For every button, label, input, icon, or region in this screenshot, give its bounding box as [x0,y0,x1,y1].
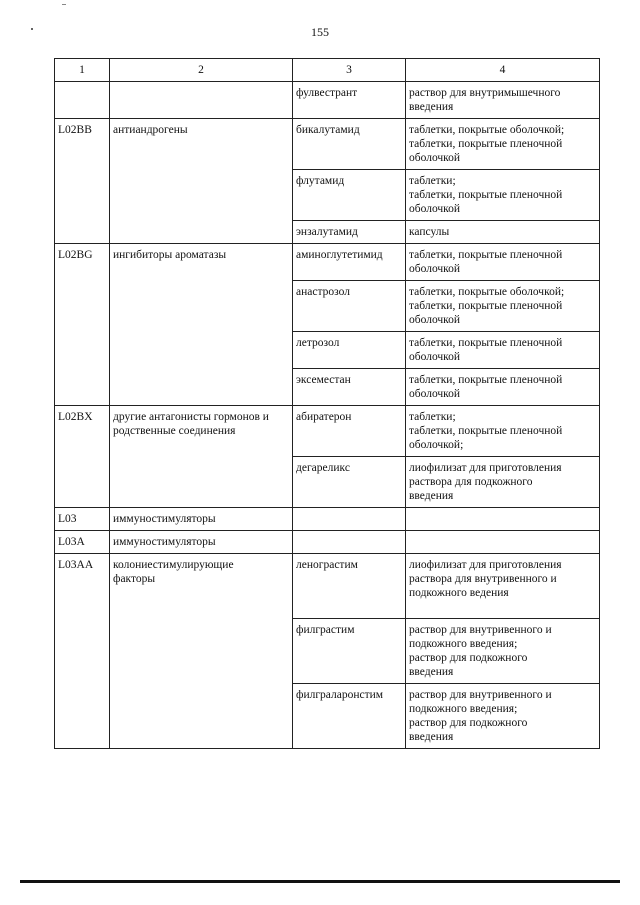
group-name-cell [110,508,293,531]
dosage-form-line: таблетки, покрытые пленочной [409,425,563,437]
dosage-form-cell [406,119,600,170]
group-name-line: колониестимулирующие [113,559,234,571]
drug-name-cell: флутамид [293,170,406,221]
dosage-form-line: раствор для подкожного [409,717,528,729]
table-row [55,554,600,619]
table-body [55,82,600,749]
dosage-form-cell [406,457,600,508]
drug-name-cell: эксеместан [293,369,406,406]
dosage-form-cell [406,684,600,749]
table-row [55,406,600,457]
header-cell: 4 [406,59,600,82]
drug-name-cell: аминоглутетимид [293,244,406,281]
dosage-form-line: таблетки, покрытые оболочкой; [409,124,565,136]
drug-name-cell: филграстим [293,619,406,684]
header-row [55,59,600,82]
group-name-line: иммуностимуляторы [113,513,216,525]
dosage-form-line: раствор для внутримышечного [409,87,561,99]
table-row [55,82,600,119]
group-name-cell [110,119,293,244]
drug-name-cell [293,531,406,554]
dosage-form-cell [406,554,600,619]
drug-name-cell: абиратерон [293,406,406,457]
atc-code-cell: L03A [55,531,110,554]
dosage-form-line: таблетки; [409,411,456,423]
group-name-line: факторы [113,573,156,585]
dosage-form-line: таблетки; [409,175,456,187]
dosage-form-line: таблетки, покрытые пленочной [409,337,563,349]
dosage-form-line: лиофилизат для приготовления [409,462,562,474]
dosage-form-line: раствора для внутривенного и [409,573,557,585]
drug-name-cell: фулвестрант [293,82,406,119]
dosage-form-line: оболочкой [409,203,461,215]
dosage-form-line [409,600,596,614]
dosage-form-cell [406,170,600,221]
atc-code-cell: L02BB [55,119,110,244]
group-name-line: другие антагонисты гормонов и [113,411,269,423]
drug-name-cell: ленограстим [293,554,406,619]
drug-name-cell: анастрозол [293,281,406,332]
dosage-form-line: оболочкой [409,152,461,164]
dosage-form-line: оболочкой [409,314,461,326]
dosage-form-line: капсулы [409,226,450,238]
dosage-form-line: раствор для внутривенного и [409,689,552,701]
atc-code-cell: L02BG [55,244,110,406]
header-cell: 1 [55,59,110,82]
atc-code-cell: L02BX [55,406,110,508]
dosage-form-cell [406,281,600,332]
dosage-form-cell [406,406,600,457]
dosage-form-line: таблетки, покрытые пленочной [409,374,563,386]
dosage-form-line: таблетки, покрытые пленочной [409,138,563,150]
dosage-form-line: раствор для внутривенного и [409,624,552,636]
table-row [55,531,600,554]
dosage-form-line: таблетки, покрытые пленочной [409,249,563,261]
header-cell: 2 [110,59,293,82]
group-name-cell [110,554,293,749]
dosage-form-cell [406,332,600,369]
dosage-form-cell [406,531,600,554]
dosage-form-line: таблетки, покрытые пленочной [409,189,563,201]
group-name-cell [110,531,293,554]
group-name-line: ингибиторы ароматазы [113,249,227,261]
group-name-cell [110,82,293,119]
group-name-line: антиандрогены [113,124,188,136]
dosage-form-line: лиофилизат для приготовления [409,559,562,571]
dosage-form-cell [406,508,600,531]
dosage-form-line: подкожного введения; [409,703,518,715]
drug-name-cell: летрозол [293,332,406,369]
atc-code-cell: L03AA [55,554,110,749]
dosage-form-cell [406,244,600,281]
dosage-form-line: подкожного ведения [409,587,509,599]
table-row [55,508,600,531]
group-name-cell [110,406,293,508]
drug-name-cell: бикалутамид [293,119,406,170]
dosage-form-cell [406,82,600,119]
group-name-line: родственные соединения [113,425,236,437]
dosage-form-line: таблетки, покрытые пленочной [409,300,563,312]
drug-name-cell: энзалутамид [293,221,406,244]
dosage-form-line: оболочкой [409,263,461,275]
dosage-form-line: оболочкой; [409,439,464,451]
dosage-form-line: таблетки, покрытые оболочкой; [409,286,565,298]
drug-name-cell: дегареликс [293,457,406,508]
drug-list-table [54,58,600,749]
dosage-form-cell [406,619,600,684]
dosage-form-cell [406,221,600,244]
dosage-form-line: введения [409,666,454,678]
dosage-form-line: раствор для подкожного [409,652,528,664]
dosage-form-line: подкожного введения; [409,638,518,650]
bottom-rule [20,880,620,883]
atc-code-cell [55,82,110,119]
dosage-form-line: введения [409,490,454,502]
drug-name-cell [293,508,406,531]
dosage-form-line: оболочкой [409,388,461,400]
dosage-form-line: оболочкой [409,351,461,363]
dosage-form-line: введения [409,101,454,113]
group-name-line: иммуностимуляторы [113,536,216,548]
table-row [55,119,600,170]
table-row [55,244,600,281]
dosage-form-line: введения [409,731,454,743]
header-cell: 3 [293,59,406,82]
drug-name-cell: филграларонстим [293,684,406,749]
atc-code-cell: L03 [55,508,110,531]
dosage-form-line: раствора для подкожного [409,476,533,488]
scan-speck [62,4,66,5]
dosage-form-cell [406,369,600,406]
page-number: 155 [311,25,329,39]
group-name-cell [110,244,293,406]
